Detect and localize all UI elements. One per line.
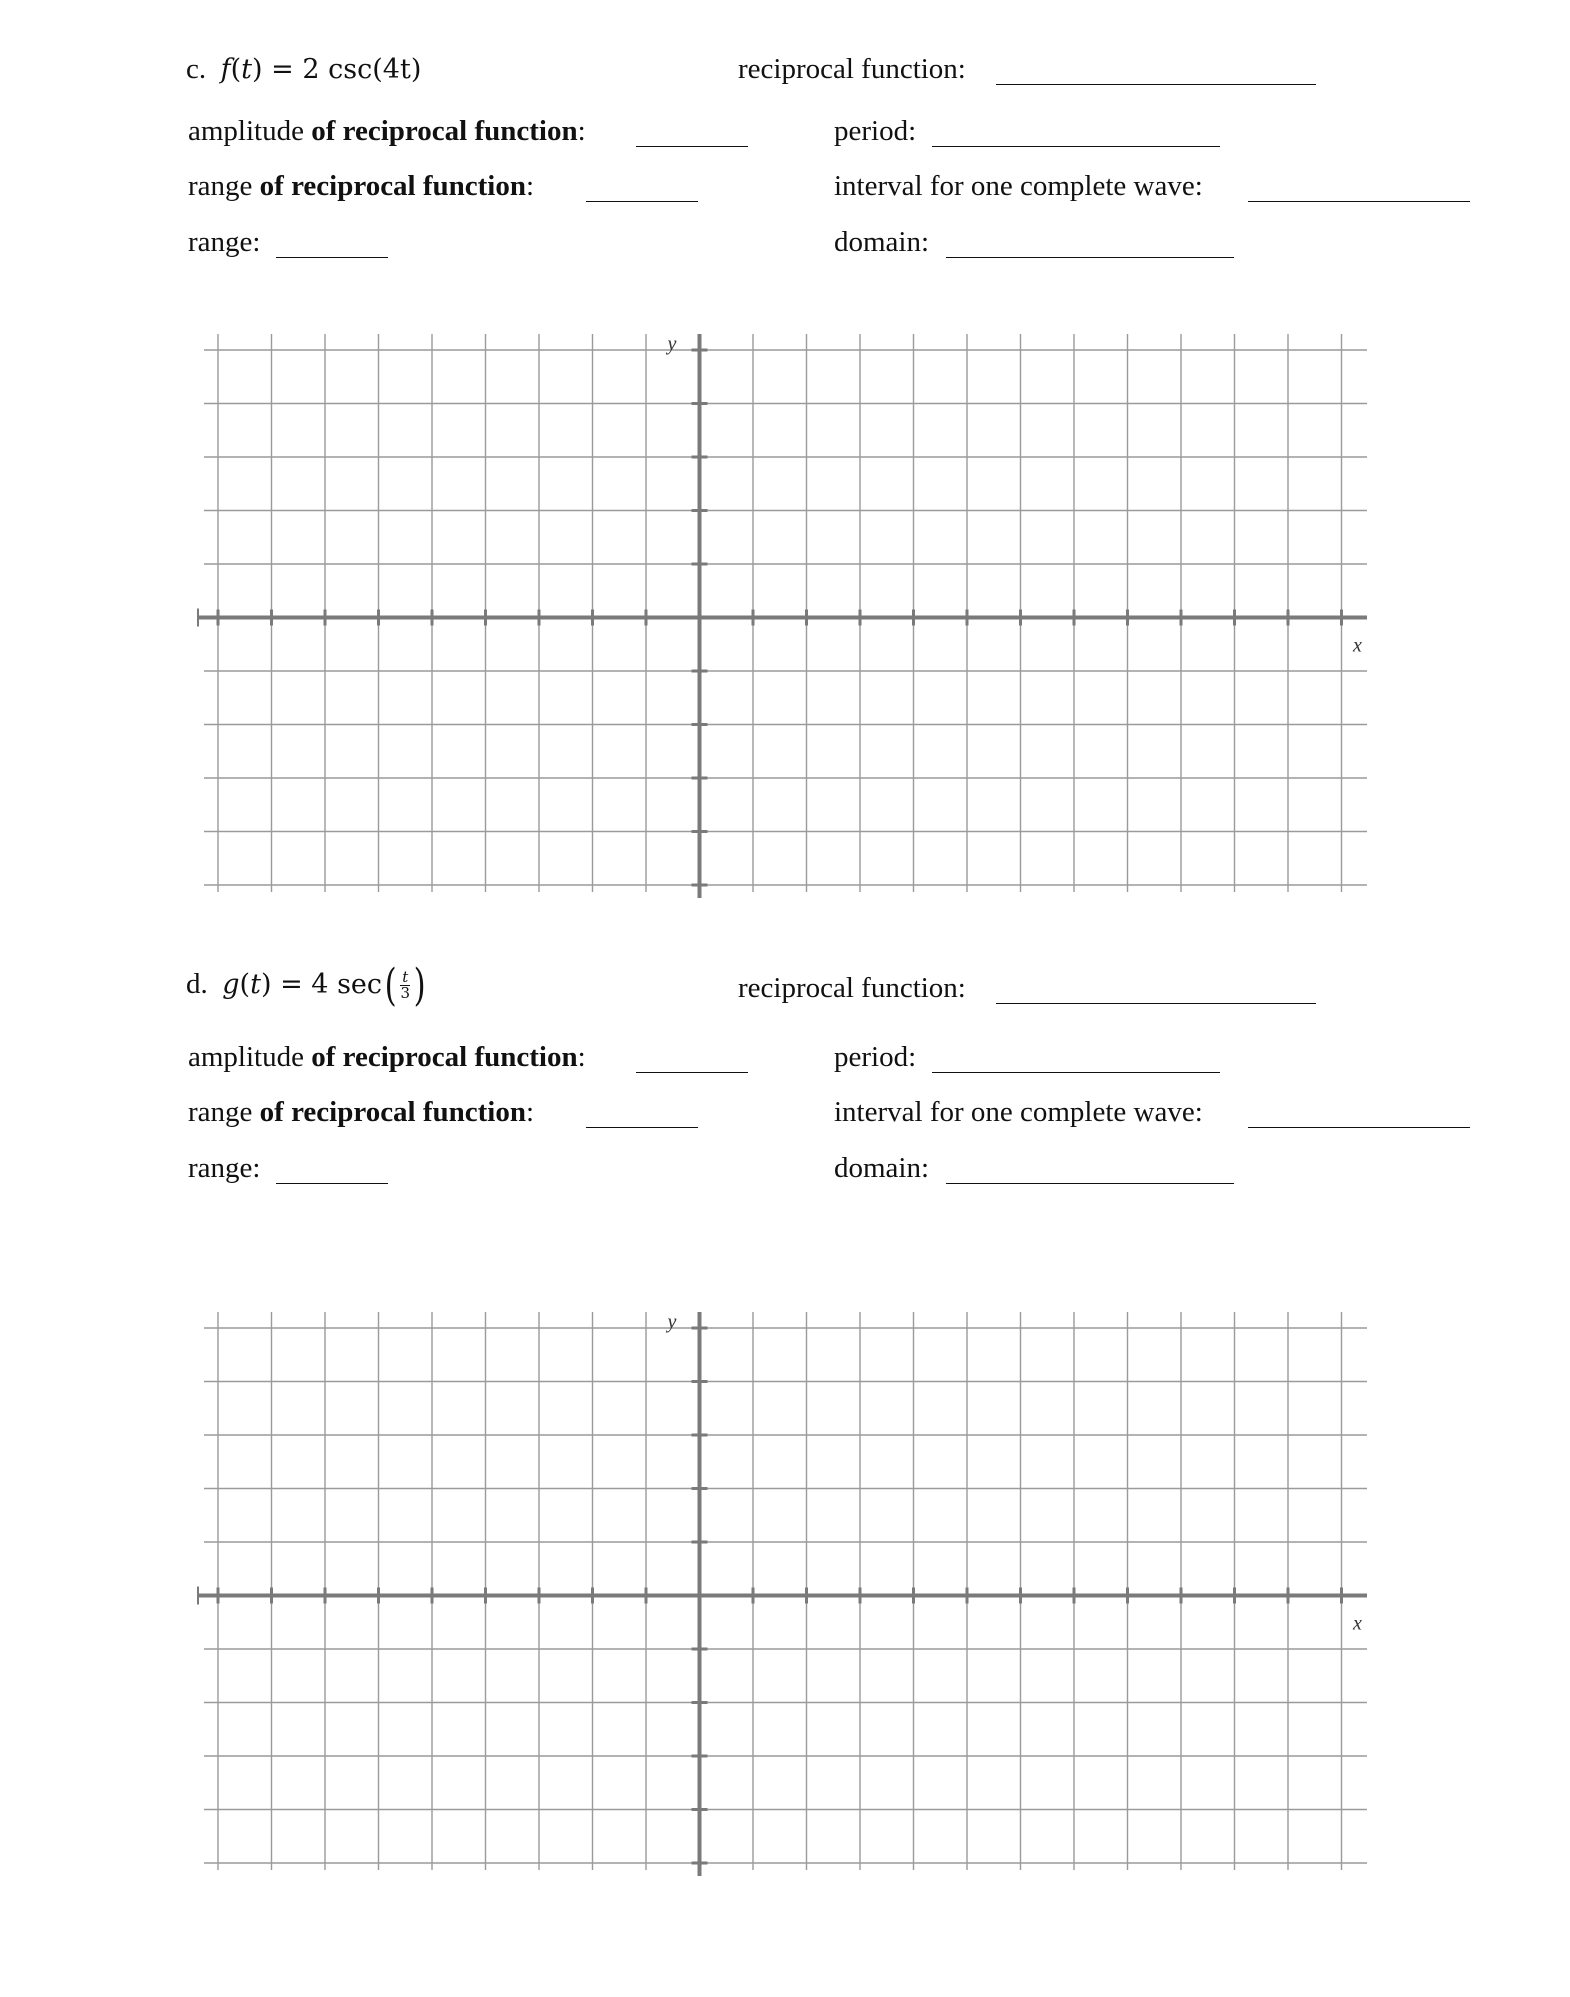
- problem-d-amplitude-label: amplitude of reciprocal function:: [188, 1041, 586, 1073]
- problem-d-period-label: period:: [834, 1041, 917, 1073]
- problem-c-range-reciprocal-label: range of reciprocal function:: [188, 170, 535, 202]
- x-axis-label: x: [1353, 634, 1362, 657]
- problem-c-range-blank[interactable]: [276, 257, 388, 258]
- problem-c-domain-label: domain:: [834, 226, 930, 258]
- problem-d-range-label: range:: [188, 1152, 261, 1184]
- problem-d-interval-blank[interactable]: [1248, 1127, 1470, 1128]
- problem-d-range-blank[interactable]: [276, 1183, 388, 1184]
- problem-c-reciprocal-blank[interactable]: [996, 84, 1316, 85]
- problem-d-period-blank[interactable]: [932, 1072, 1220, 1073]
- x-axis-label: x: [1353, 1612, 1362, 1635]
- problem-d-interval-label: interval for one complete wave:: [834, 1096, 1203, 1128]
- problem-c-period-blank[interactable]: [932, 146, 1220, 147]
- problem-c-graph-grid[interactable]: [190, 320, 1570, 910]
- problem-d-domain-blank[interactable]: [946, 1183, 1234, 1184]
- y-axis-label: y: [667, 1311, 677, 1333]
- problem-d-function: d. g(t) = 4 sec( $\frac{t}{3}$ ): [186, 959, 426, 1011]
- problem-c-interval-label: interval for one complete wave:: [834, 170, 1203, 202]
- problem-c-domain-blank[interactable]: [946, 257, 1234, 258]
- problem-d-amplitude-blank[interactable]: [636, 1072, 748, 1073]
- problem-d-graph-grid[interactable]: [190, 1298, 1570, 1888]
- problem-c-range-reciprocal-blank[interactable]: [586, 201, 698, 202]
- problem-d-reciprocal-label: reciprocal function:: [738, 972, 966, 1004]
- problem-c-interval-blank[interactable]: [1248, 201, 1470, 202]
- problem-c-amplitude-label: amplitude of reciprocal function:: [188, 115, 586, 147]
- problem-c-function: c. f(t) = 2 csc(4t): [186, 53, 422, 85]
- problem-c-amplitude-blank[interactable]: [636, 146, 748, 147]
- y-axis-label: y: [667, 333, 677, 355]
- problem-c-reciprocal-label: reciprocal function:: [738, 53, 966, 85]
- problem-c-period-label: period:: [834, 115, 917, 147]
- problem-d-reciprocal-blank[interactable]: [996, 1003, 1316, 1004]
- problem-c-range-label: range:: [188, 226, 261, 258]
- problem-d-range-reciprocal-label: range of reciprocal function:: [188, 1096, 535, 1128]
- problem-d-range-reciprocal-blank[interactable]: [586, 1127, 698, 1128]
- problem-d-domain-label: domain:: [834, 1152, 930, 1184]
